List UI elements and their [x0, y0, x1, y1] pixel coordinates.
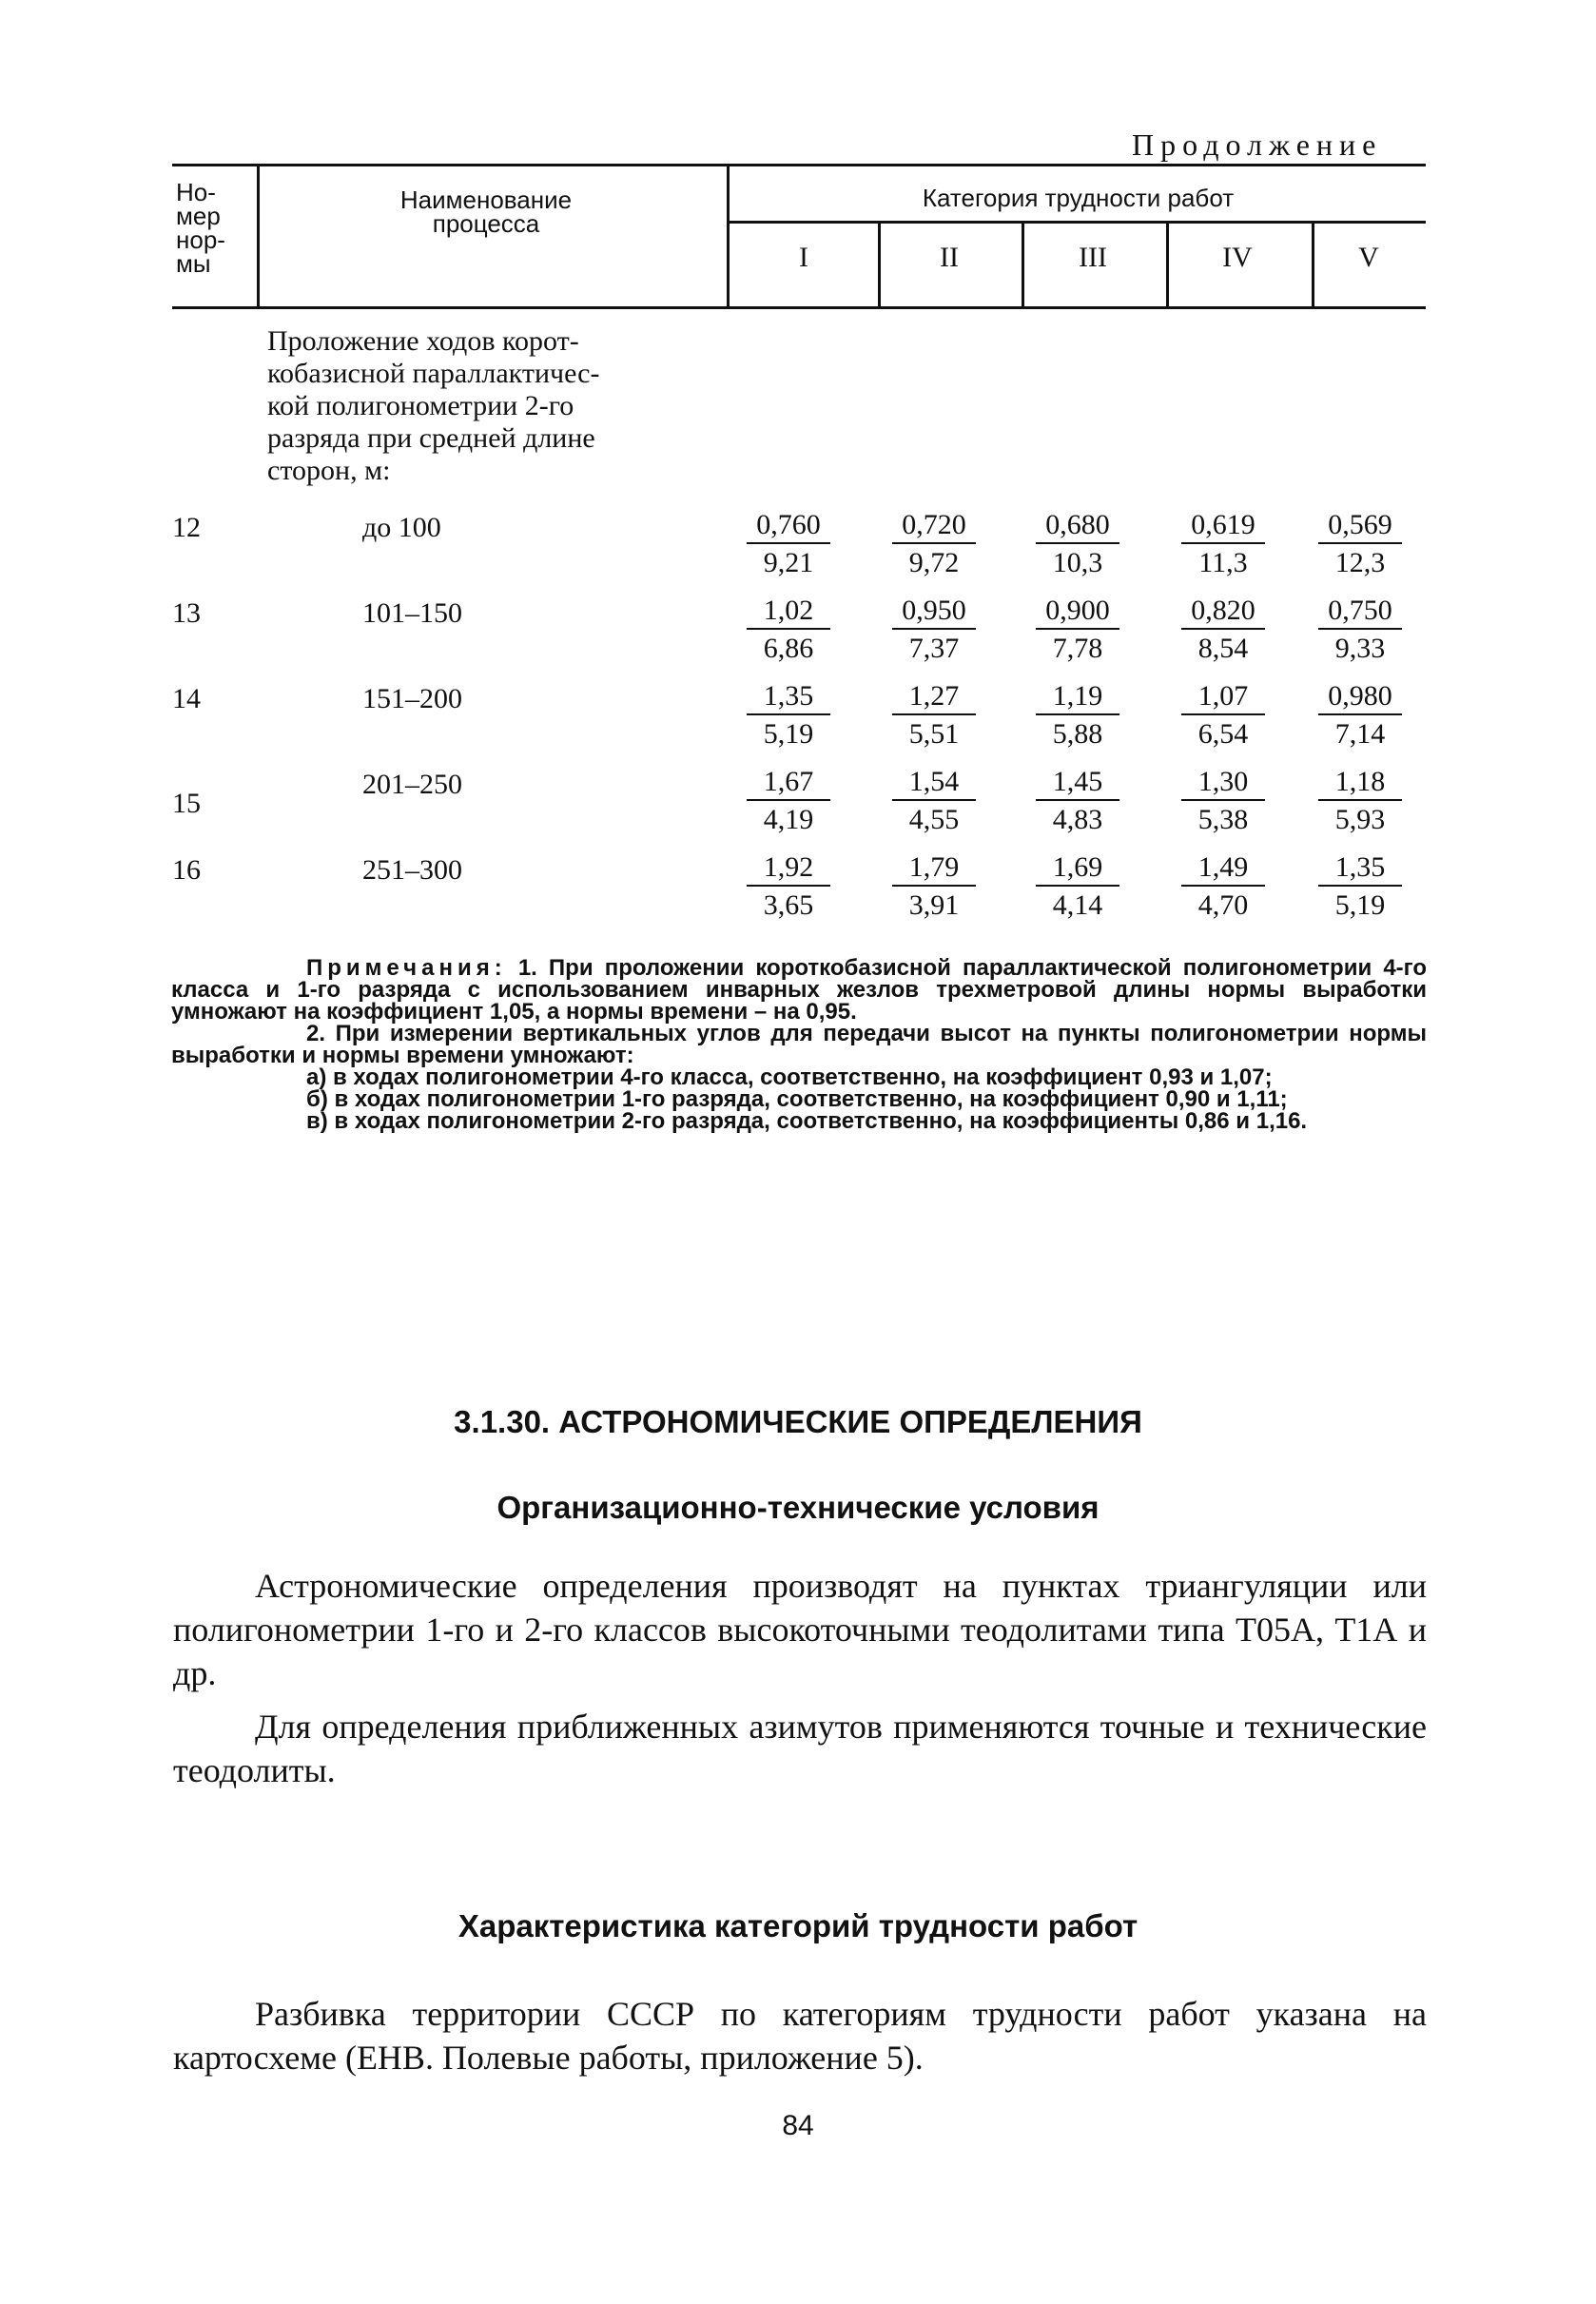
section-paragraphs-2	[173, 1992, 1427, 2079]
section-subtitle-2: Характеристика категорий трудности работ	[457, 1908, 1139, 1943]
table-cell: $\frac{0,750}{9,33}$	[1303, 594, 1417, 668]
table-cell: $\frac{1,35}{5,19}$	[731, 679, 846, 753]
header-bottom-rule	[172, 306, 1426, 309]
col-divider	[257, 164, 260, 308]
row-number: 16	[172, 854, 201, 886]
table-notes	[171, 957, 1427, 1132]
header-category-II: II	[940, 242, 959, 273]
row-number: 12	[172, 512, 201, 543]
table-top-rule	[172, 164, 1426, 166]
table-cell: $\frac{1,92}{3,65}$	[731, 850, 846, 925]
table-cell: $\frac{0,680}{10,3}$	[1021, 508, 1135, 582]
continuation-label: Продолжение	[1132, 127, 1383, 162]
table-cell: $\frac{1,30}{5,38}$	[1166, 765, 1280, 839]
table-cell: $\frac{0,720}{9,72}$	[877, 508, 991, 582]
table-cell: $\frac{1,27}{5,51}$	[877, 679, 991, 753]
col-divider	[727, 164, 730, 308]
row-name: 101–150	[362, 597, 462, 629]
row-number: 14	[172, 683, 201, 714]
header-category: Категория трудности работ	[922, 184, 1235, 212]
note-2: 2. При измерении вертикальных углов для передачи высот на пункты полигонометрии нормы выработки и нормы времени умножают:	[171, 1021, 1427, 1068]
category-sub-rule	[727, 221, 1426, 224]
paragraph: Для определения приближенных азимутов применяются точные и технические теодолиты.	[173, 1708, 1427, 1789]
table-cell: $\frac{1,45}{4,83}$	[1021, 765, 1135, 839]
table-cell: $\frac{1,69}{4,14}$	[1021, 850, 1135, 925]
row-name: 251–300	[362, 854, 462, 886]
table-cell: $\frac{1,07}{6,54}$	[1166, 679, 1280, 753]
table-cell: $\frac{1,54}{4,55}$	[877, 765, 991, 839]
table-cell: $\frac{1,19}{5,88}$	[1021, 679, 1135, 753]
note-1: 1. При проложении короткобазисной параллактической полигонометрии 4-го класса и 1-го разряда с использованием инварных жезлов трехметровой длины нормы выработки умножают на коэффициент 1,05, а нормы времени – на 0,95.	[171, 955, 1427, 1025]
paragraph: Астрономические определения производят на пунктах триангуляции или полигонометрии 1-го и 2-го классов высокоточными теодолитами типа Т05А, Т1А и др.	[173, 1567, 1427, 1692]
table-cell: $\frac{1,35}{5,19}$	[1303, 850, 1417, 925]
table-cell: $\frac{0,619}{11,3}$	[1166, 508, 1280, 582]
table-cell: $\frac{0,820}{8,54}$	[1166, 594, 1280, 668]
notes-title: Примечания:	[306, 955, 507, 981]
header-category-III: III	[1079, 242, 1107, 273]
norms-table	[172, 164, 1426, 925]
note-2b: б) в ходах полигонометрии 1-го разряда, соответственно, на коэффициент 0,90 и 1,11;	[306, 1086, 1288, 1112]
table-cell: $\frac{0,900}{7,78}$	[1021, 594, 1135, 668]
table-cell: $\frac{1,18}{5,93}$	[1303, 765, 1417, 839]
header-norm-number: Но- мер нор- мы	[176, 178, 225, 278]
row-name: 151–200	[362, 683, 462, 714]
row-number: 13	[172, 597, 201, 629]
note-2a: а) в ходах полигонометрии 4-го класса, соответственно, на коэффициент 0,93 и 1,07;	[306, 1064, 1273, 1090]
table-cell: $\frac{0,760}{9,21}$	[731, 508, 846, 582]
table-cell: $\frac{0,569}{12,3}$	[1303, 508, 1417, 582]
row-name: до 100	[362, 512, 441, 543]
table-cell: $\frac{0,950}{7,37}$	[877, 594, 991, 668]
table-cell: $\frac{1,67}{4,19}$	[731, 765, 846, 839]
page-number: 84	[782, 2110, 814, 2141]
header-process-name: Наименование процесса	[399, 185, 573, 238]
section-title: 3.1.30. АСТРОНОМИЧЕСКИЕ ОПРЕДЕЛЕНИЯ	[454, 1404, 1142, 1439]
table-cell: $\frac{0,980}{7,14}$	[1303, 679, 1417, 753]
group-title: Проложение ходов корот- кобазисной параллактичес- кой полигонометрии 2-го разряда при средней длине сторон, м:	[267, 325, 600, 486]
table-cell: $\frac{1,49}{4,70}$	[1166, 850, 1280, 925]
note-2c: в) в ходах полигонометрии 2-го разряда, соответственно, на коэффициенты 0,86 и 1,16.	[306, 1108, 1308, 1134]
header-category-V: V	[1358, 242, 1379, 273]
section-subtitle: Организационно-технические условия	[496, 1490, 1100, 1525]
row-name: 201–250	[362, 769, 462, 800]
header-category-IV: IV	[1222, 242, 1253, 273]
row-number: 15	[172, 788, 201, 819]
table-cell: $\frac{1,79}{3,91}$	[877, 850, 991, 925]
header-category-I: I	[799, 242, 808, 273]
paragraph: Разбивка территории СССР по категориям трудности работ указана на картосхеме (ЕНВ. Полевые работы, приложение 5).	[173, 1995, 1427, 2077]
section-paragraphs-1	[173, 1564, 1427, 1792]
table-cell: $\frac{1,02}{6,86}$	[731, 594, 846, 668]
